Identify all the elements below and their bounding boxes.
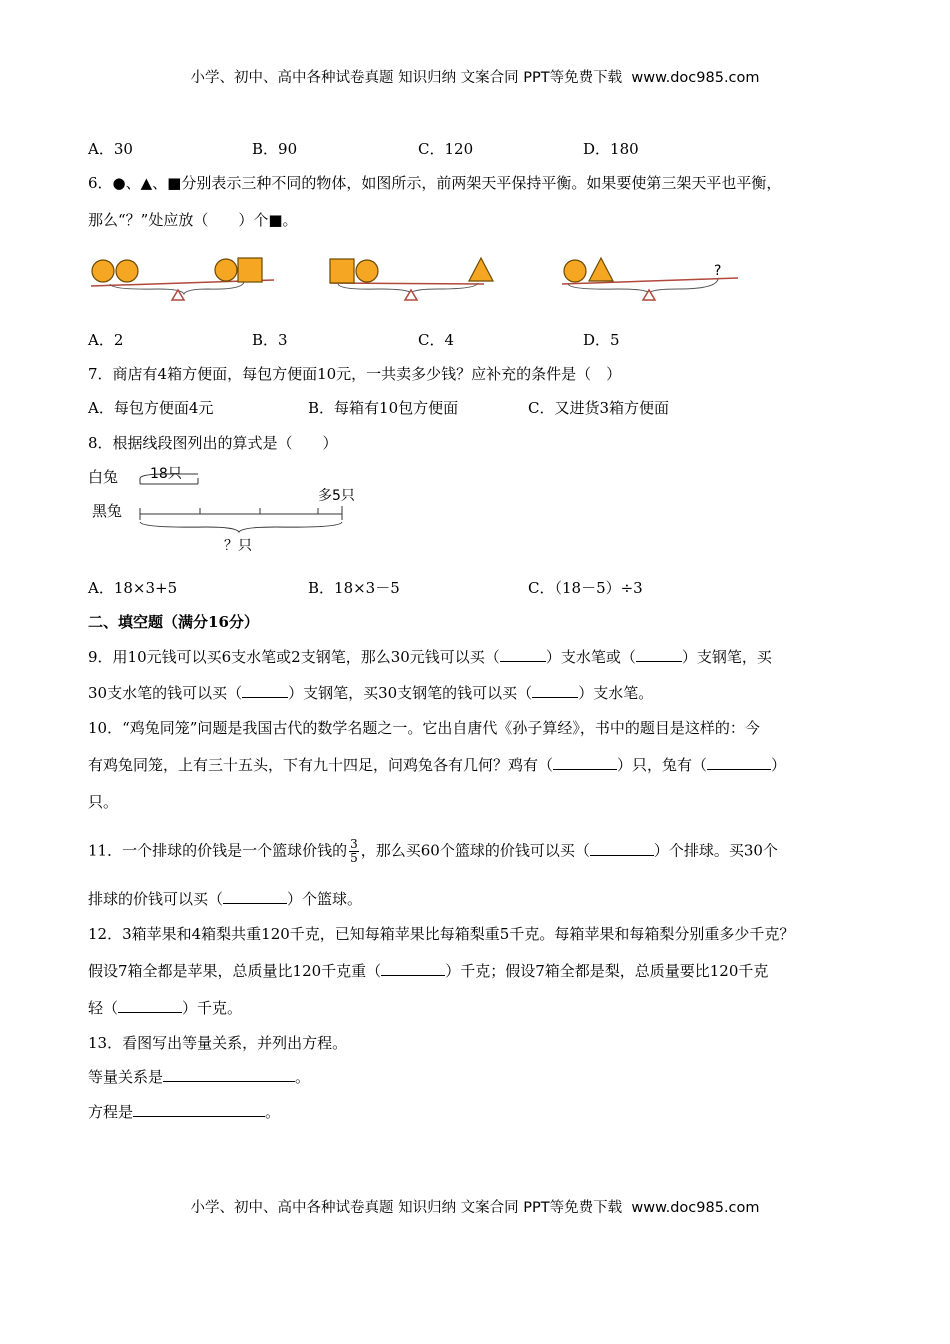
blank[interactable] <box>553 755 617 770</box>
q9-line2: 30支水笔的钱可以买（ ）支钢笔，买30支钢笔的钱可以买（ ）支水笔。 <box>88 684 654 702</box>
total-label: ？只 <box>224 538 252 554</box>
triangle-shape <box>589 258 613 281</box>
circle-shape <box>116 260 138 282</box>
q11-line1: 11．一个排球的价钱是一个篮球价钱的 $\frac{3}{5}$ ，那么买60个篮球的价钱可以买（ ）个排球。买30个 <box>88 837 778 865</box>
q10-line1: 10．“鸡兔同笼”问题是我国古代的数学名题之一。它出自唐代《孙子算经》，书中的题目是这样的：今 <box>88 719 760 737</box>
q8-option-c: C．（18－5）÷3 <box>528 579 643 597</box>
equation-blank[interactable] <box>133 1102 265 1117</box>
q6-text-line2: 那么“？”处应放（ ）个■。 <box>88 211 298 229</box>
circle-shape <box>356 260 378 282</box>
q13-text: 13．看图写出等量关系，并列出方程。 <box>88 1034 348 1052</box>
q9-line1: 9．用10元钱可以买6支水笔或2支钢笔，那么30元钱可以买（ ）支水笔或（ ）支钢笔，买 <box>88 648 772 666</box>
fraction-three-fifths: $\frac{3}{5}$ <box>350 837 358 865</box>
q11-line2: 排球的价钱可以买（ ）个篮球。 <box>88 890 363 908</box>
balance-3 <box>562 258 738 300</box>
q7-option-b: B．每箱有10包方便面 <box>308 399 459 417</box>
balance-3-fulcrum <box>643 290 655 300</box>
triangle-shape <box>469 258 493 281</box>
blank[interactable] <box>118 998 182 1013</box>
relation-blank[interactable] <box>163 1067 295 1082</box>
q5-option-b: B．90 <box>252 140 298 158</box>
q7-text: 7．商店有4箱方便面，每包方便面10元，一共卖多少钱？应补充的条件是（ ） <box>88 365 622 383</box>
blank[interactable] <box>636 647 682 662</box>
q12-line3: 轻（ ）千克。 <box>88 999 243 1017</box>
q8-option-a: A．18×3+5 <box>88 579 178 597</box>
circle-shape <box>564 260 586 282</box>
white-count-label: 18只 <box>150 466 182 482</box>
question-mark: ? <box>714 263 722 279</box>
q12-line1: 12．3箱苹果和4箱梨共重120千克，已知每箱苹果比每箱梨重5千克。每箱苹果和每箱梨分别重多少千克？ <box>88 925 795 943</box>
balance-2-fulcrum <box>405 290 417 300</box>
black-rabbit-label: 黑兔 <box>92 502 123 520</box>
q6-option-d: D．5 <box>583 331 620 349</box>
white-rabbit-label: 白兔 <box>88 468 119 486</box>
section-2-title: 二、填空题（满分16分） <box>88 613 259 631</box>
blank[interactable] <box>590 841 654 856</box>
q5-option-a: A．30 <box>88 140 133 158</box>
q10-line3: 只。 <box>88 793 119 811</box>
blank[interactable] <box>242 683 288 698</box>
more-label: 多5只 <box>318 488 355 504</box>
page-footer <box>0 1196 950 1217</box>
q7-option-c: C．又进货3箱方便面 <box>528 399 670 417</box>
square-shape <box>238 258 262 282</box>
q6-option-a: A．2 <box>88 331 124 349</box>
footer-site: www.doc985.com <box>631 1200 760 1216</box>
q5-option-d: D．180 <box>583 140 639 158</box>
q6-balance-figure <box>88 248 748 304</box>
q13-relation-line: 等量关系是 。 <box>88 1068 311 1086</box>
blank[interactable] <box>500 647 546 662</box>
black-brace <box>140 522 342 532</box>
q8-segment-diagram <box>86 460 386 558</box>
blank[interactable] <box>532 683 578 698</box>
q5-option-c: C．120 <box>418 140 474 158</box>
square-shape <box>330 259 354 283</box>
header-site: www.doc985.com <box>631 70 760 86</box>
q10-line2: 有鸡兔同笼，上有三十五头，下有九十四足，问鸡兔各有几何？鸡有（ ）只，兔有（ ） <box>88 756 787 774</box>
q8-text: 8．根据线段图列出的算式是（ ） <box>88 434 338 452</box>
page-header <box>0 66 950 87</box>
blank[interactable] <box>223 889 287 904</box>
circle-shape <box>92 260 114 282</box>
q6-text-line1: 6．●、▲、■分别表示三种不同的物体，如图所示，前两架天平保持平衡。如果要使第三架天平也平衡， <box>88 174 782 192</box>
circle-shape <box>215 259 237 281</box>
q8-option-b: B．18×3－5 <box>308 579 400 597</box>
balance-1 <box>91 258 274 300</box>
q12-line2: 假设7箱全都是苹果，总质量比120千克重（ ）千克；假设7箱全都是梨，总质量要比120千克 <box>88 962 769 980</box>
q6-option-b: B．3 <box>252 331 288 349</box>
balance-1-fulcrum <box>172 290 184 300</box>
q13-equation-line: 方程是 。 <box>88 1103 281 1121</box>
header-text: 小学、初中、高中各种试卷真题 知识归纳 文案合同 PPT等免费下载 <box>190 70 623 86</box>
blank[interactable] <box>707 755 771 770</box>
q7-option-a: A．每包方便面4元 <box>88 399 214 417</box>
q6-option-c: C．4 <box>418 331 455 349</box>
footer-text: 小学、初中、高中各种试卷真题 知识归纳 文案合同 PPT等免费下载 <box>190 1200 623 1216</box>
blank[interactable] <box>381 961 445 976</box>
balance-2 <box>330 258 493 300</box>
